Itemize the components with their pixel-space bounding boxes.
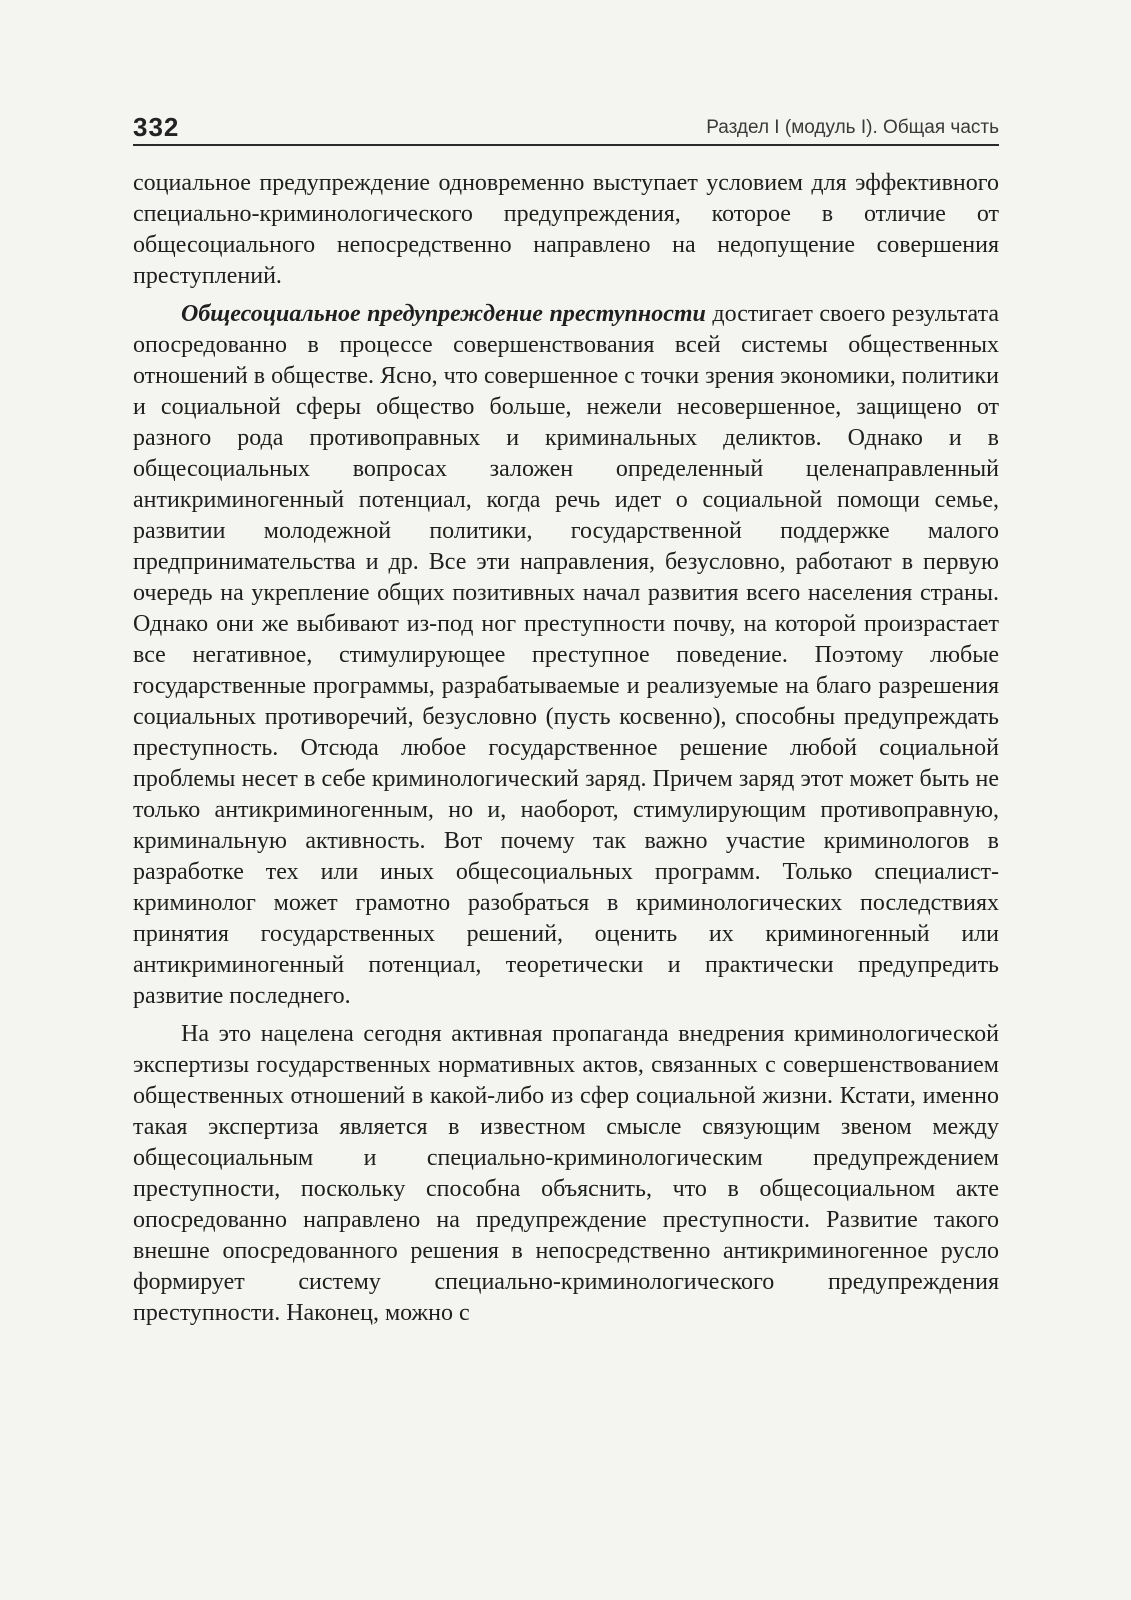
- body-text: [133, 168, 999, 1336]
- paragraph: [133, 299, 999, 1012]
- defined-term: Общесоциальное предупреждение преступности: [181, 301, 706, 327]
- paragraph: [133, 1019, 999, 1329]
- paragraph-text: социальное предупреждение одновременно выступает условием для эффективного специально-криминологического предупреждения, которое в отличие от общесоциального непосредственно направлено на недопущение совершения преступлений.: [133, 170, 999, 289]
- paragraph-text: достигает своего результата опосредованно в процессе совершенствования всей системы общественных отношений в обществе. Ясно, что совершенное с точки зрения экономики, политики и социальной сферы общество больше, нежели несовершенное, защищено от разного рода противоправных и криминальных деликтов. Однако и в общесоциальных вопросах заложен определенный целенаправленный антикриминогенный потенциал, когда речь идет о социальной помощи семье, развитии молодежной политики, государственной поддержке малого предпринимательства и др. Все эти направления, безусловно, работают в первую очередь на укрепление общих позитивных начал развития всего населения страны. Однако они же выбивают из-под ног преступности почву, на которой произрастает все негативное, стимулирующее преступное поведение. Поэтому любые государственные программы, разрабатываемые и реализуемые на благо разрешения социальных противоречий, безусловно (пусть косвенно), способны предупреждать преступность. Отсюда любое государственное решение любой социальной проблемы несет в себе криминологический заряд. Причем заряд этот может быть не только антикриминогенным, но и, наоборот, стимулирующим противоправную, криминальную активность. Вот почему так важно участие криминологов в разработке тех или иных общесоциальных программ. Только специалист-криминолог может грамотно разобраться в криминологических последствиях принятия государственных решений, оценить их криминогенный или антикриминогенный потенциал, теоретически и практически предупредить развитие последнего.: [133, 301, 1000, 1009]
- running-head: Раздел I (модуль I). Общая часть: [706, 117, 999, 138]
- paragraph-continued: [133, 168, 999, 292]
- page-number: 332: [133, 112, 180, 142]
- page-header: [133, 110, 999, 146]
- paragraph-text: На это нацелена сегодня активная пропаганда внедрения криминологической экспертизы государственных нормативных актов, связанных с совершенствованием общественных отношений в какой-либо из сфер социальной жизни. Кстати, именно такая экспертиза является в известном смысле связующим звеном между общесоциальным и специально-криминологическим предупреждением преступности, поскольку способна объяснить, что в общесоциальном акте опосредованно направлено на предупреждение преступности. Развитие такого внешне опосредованного решения в непосредственно антикриминогенное русло формирует систему специально-криминологического предупреждения преступности. Наконец, можно с: [133, 1021, 999, 1326]
